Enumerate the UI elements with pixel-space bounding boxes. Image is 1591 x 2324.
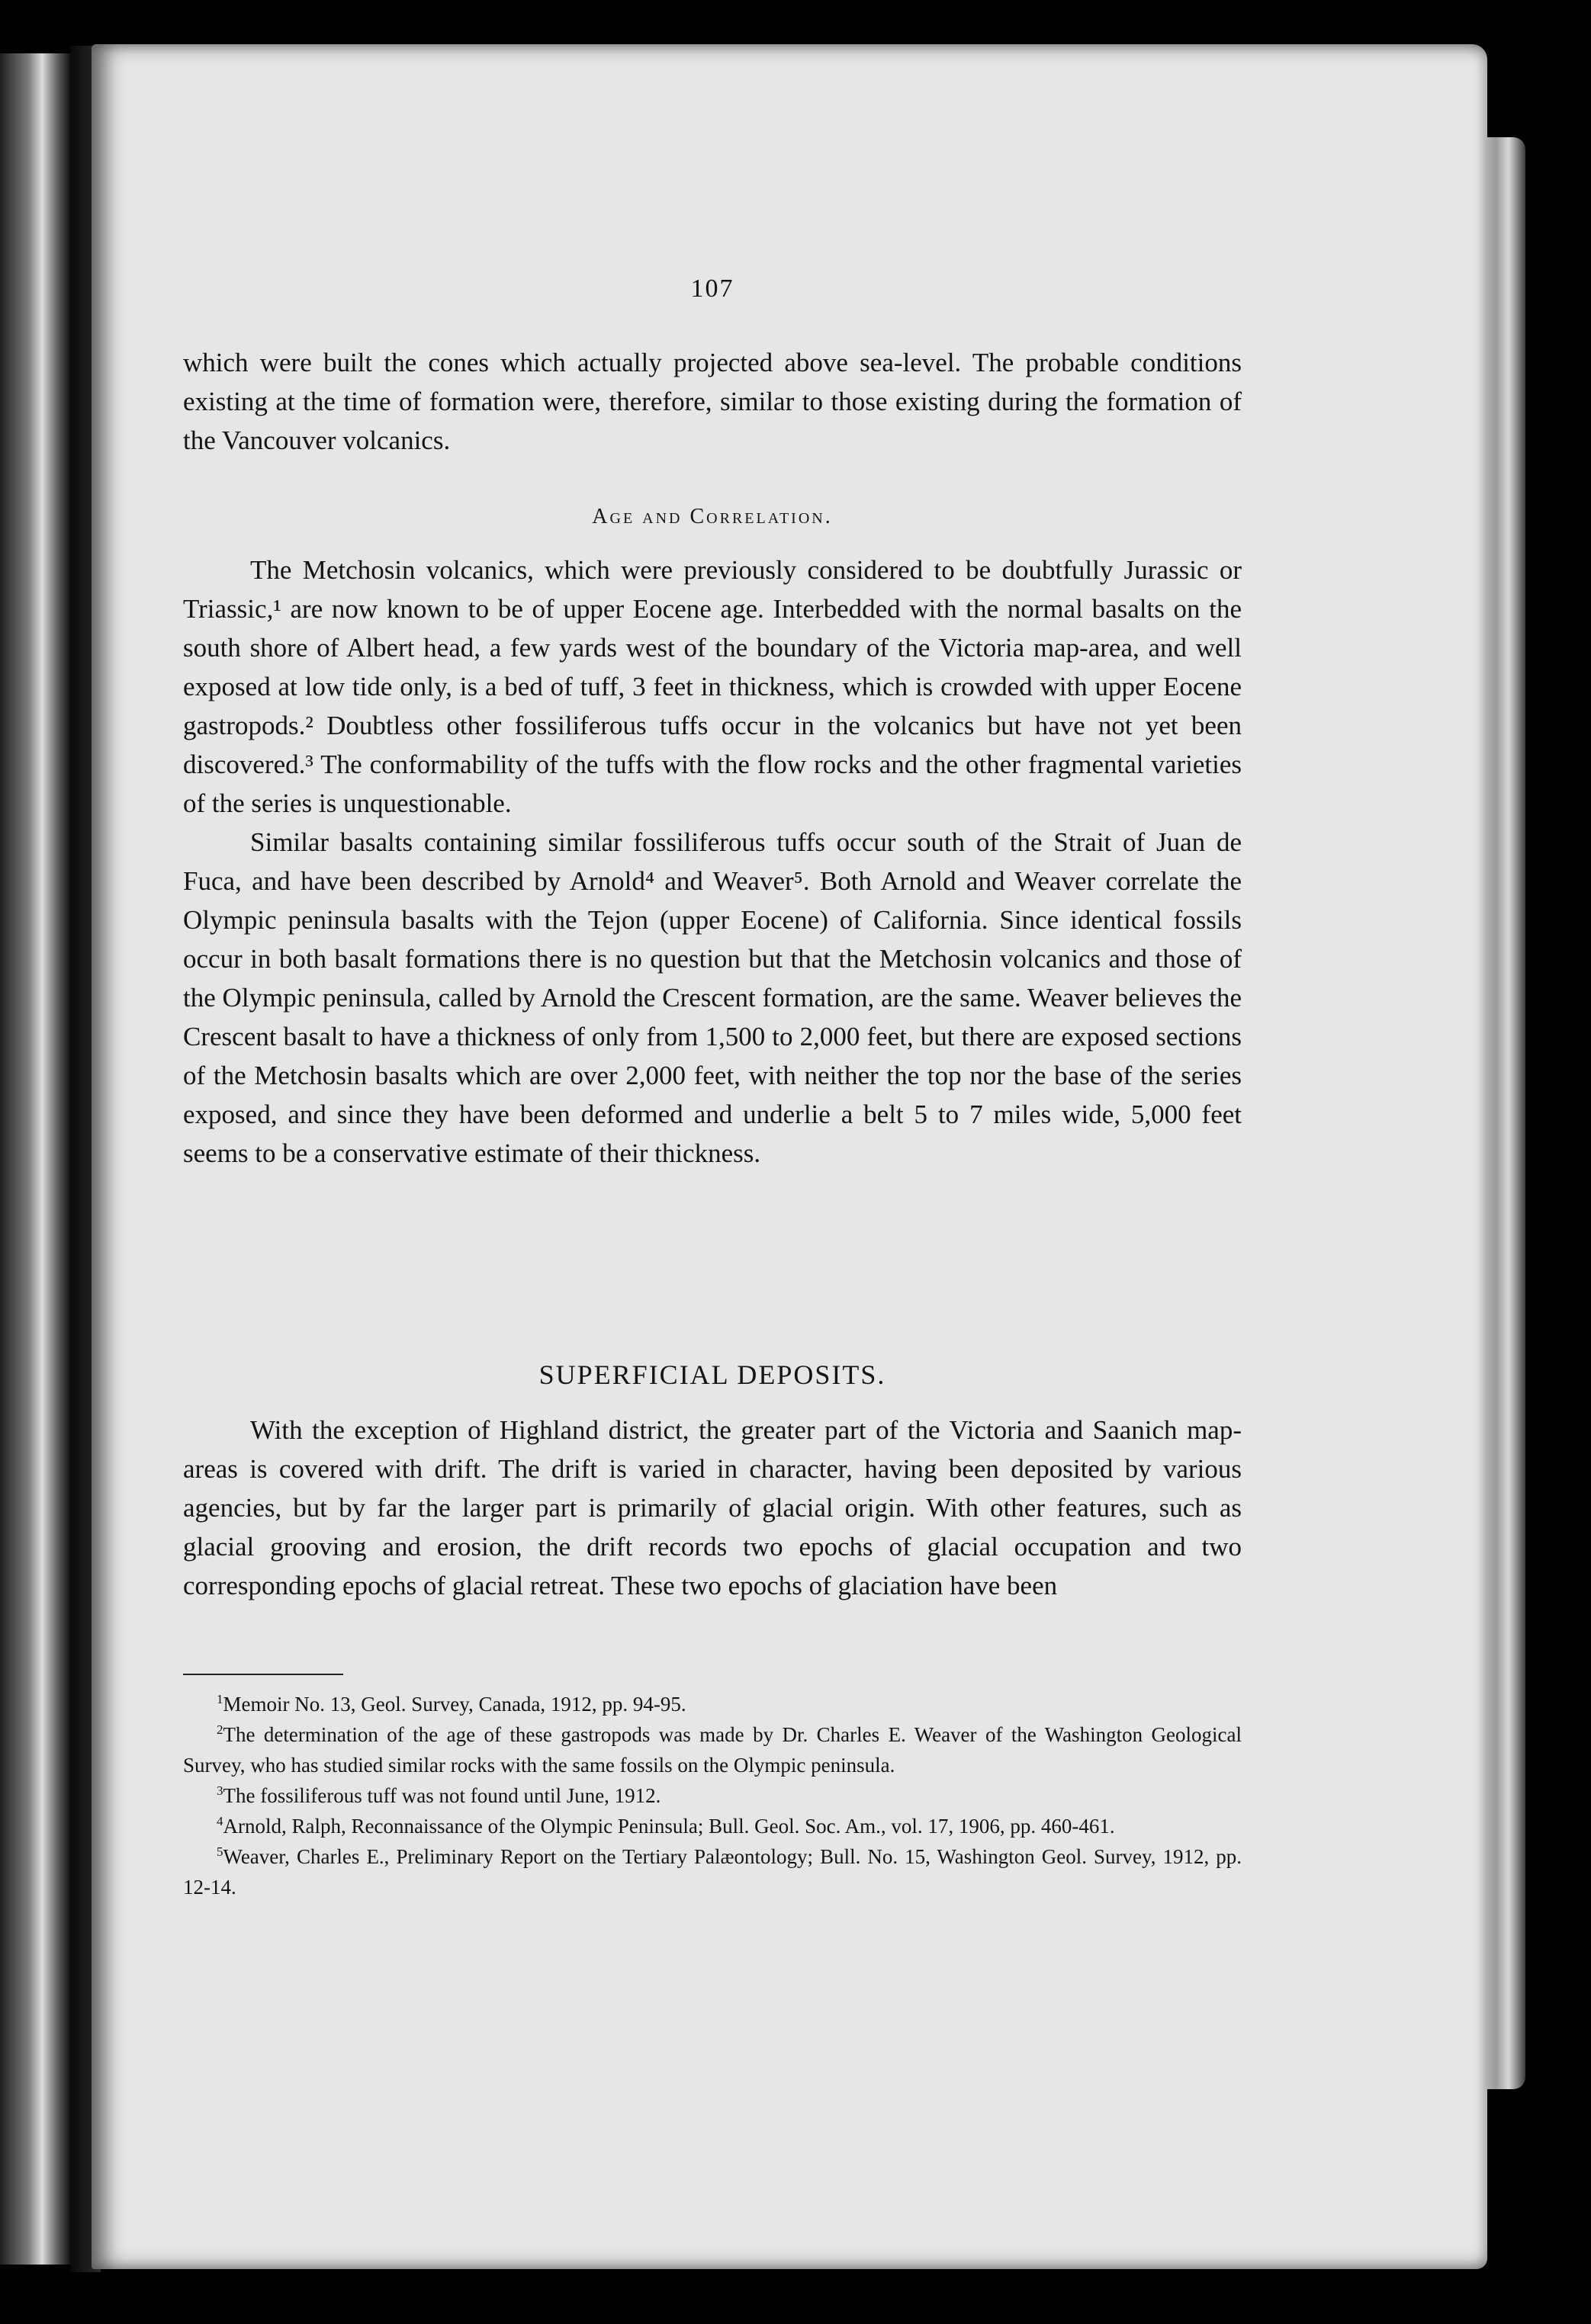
- superficial-paragraph-1: With the exception of Highland district, the greater part of the Victoria and Saanich map-areas is covered with drift. The drift is varied in character, having been deposited by various agencies, but by far the larger part is primarily of glacial origin. With other features, such as glacial grooving and erosion, the drift records two epochs of glacial occupation and two corresponding epochs of glacial retreat. These two epochs of glaciation have been: [183, 1415, 1242, 1600]
- age-section-body: [183, 551, 1242, 1173]
- footnote-marker: 5: [217, 1844, 223, 1859]
- page-number: 107: [690, 274, 734, 303]
- footnote-4: [183, 1811, 1242, 1841]
- footnote-marker: 4: [217, 1814, 223, 1828]
- opening-paragraph: which were built the cones which actually projected above sea-level. The probable conditions existing at the time of formation were, therefore, similar to those existing during the formation of the Vancouver volcanics.: [183, 348, 1242, 455]
- footnote-marker: 1: [217, 1692, 223, 1706]
- footnote-marker: 3: [217, 1783, 223, 1798]
- footnotes: [183, 1689, 1242, 1902]
- age-paragraph-1: The Metchosin volcanics, which were previously considered to be doubtfully Jurassic or Triassic,¹ are now known to be of upper Eocene age. Interbedded with the normal basalts on the south shore of Albert head, a few yards west of the boundary of the Victoria map-area, and well exposed at low tide only, is a bed of tuff, 3 feet in thickness, which is crowded with upper Eocene gastropods.² Doubtless other fossiliferous tuffs occur in the volcanics but have not yet been discovered.³ The conformability of the tuffs with the flow rocks and the other fragmental varieties of the series is unquestionable.: [183, 555, 1242, 818]
- section-heading-superficial-deposits: SUPERFICIAL DEPOSITS.: [538, 1359, 886, 1390]
- footnote-3: [183, 1780, 1242, 1811]
- footnote-text: The determination of the age of these gastropods was made by Dr. Charles E. Weaver of the Washington Geological Survey, who has studied similar rocks with the same fossils on the Olympic peninsula.: [183, 1723, 1242, 1777]
- age-paragraph-2: Similar basalts containing similar fossiliferous tuffs occur south of the Strait of Juan de Fuca, and have been described by Arnold⁴ and Weaver⁵. Both Arnold and Weaver correlate the Olympic peninsula basalts with the Tejon (upper Eocene) of California. Since identical fossils occur in both basalt formations there is no question but that the Metchosin volcanics and those of the Olympic peninsula, called by Arnold the Crescent formation, are the same. Weaver believes the Crescent basalt to have a thickness of only from 1,500 to 2,000 feet, but there are exposed sections of the Metchosin basalts which are over 2,000 feet, with neither the top nor the base of the series exposed, and since they have been deformed and underlie a belt 5 to 7 miles wide, 5,000 feet seems to be a conservative estimate of their thickness.: [183, 827, 1242, 1168]
- page-stack-edge: [1483, 137, 1525, 2089]
- footnote-rule: [183, 1674, 343, 1675]
- left-page-edge: [0, 53, 70, 2265]
- footnote-marker: 2: [217, 1722, 223, 1737]
- footnote-text: The fossiliferous tuff was not found until June, 1912.: [223, 1784, 661, 1807]
- footnote-text: Arnold, Ralph, Reconnaissance of the Olympic Peninsula; Bull. Geol. Soc. Am., vol. 17, 1906, pp. 460-461.: [223, 1815, 1115, 1838]
- footnote-5: [183, 1841, 1242, 1902]
- footnote-1: [183, 1689, 1242, 1719]
- opening-paragraph-block: [183, 343, 1242, 460]
- footnote-2: [183, 1719, 1242, 1780]
- footnote-text: Weaver, Charles E., Preliminary Report on the Tertiary Palæontology; Bull. No. 15, Washington Geol. Survey, 1912, pp. 12-14.: [183, 1845, 1242, 1899]
- footnote-text: Memoir No. 13, Geol. Survey, Canada, 1912, pp. 94-95.: [223, 1693, 686, 1716]
- superficial-section-body: [183, 1411, 1242, 1605]
- section-heading-age-and-correlation: Age and Correlation.: [592, 505, 833, 528]
